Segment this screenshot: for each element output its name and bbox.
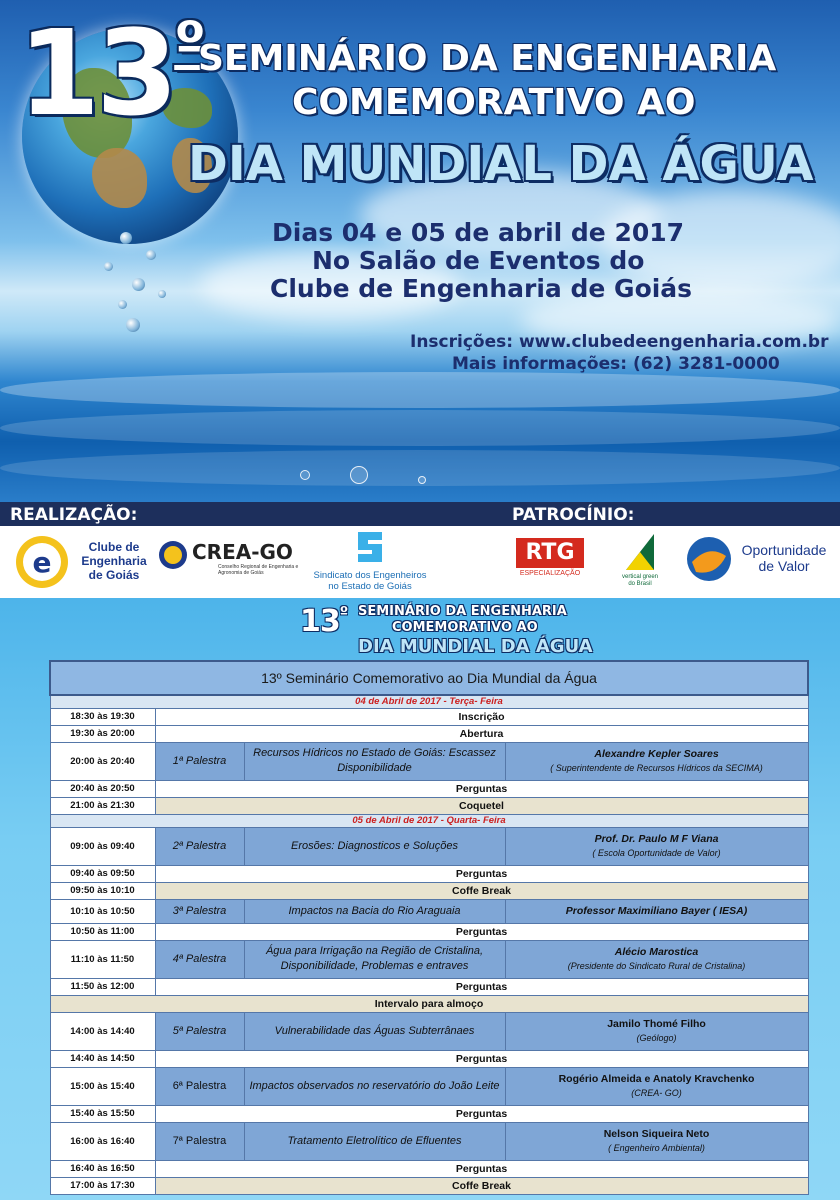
water-drop (126, 318, 140, 332)
row-time: 09:50 às 10:10 (50, 882, 155, 899)
sindicato-engenheiros-logo: Sindicato dos Engenheiros no Estado de Goiás (310, 528, 430, 594)
talk-topic: Erosões: Diagnosticos e Soluções (244, 827, 505, 865)
water-drop (120, 232, 132, 244)
speaker-name: Alécio Marostica (614, 946, 699, 958)
row-activity: Perguntas (155, 923, 808, 940)
oportunidade-valor-logo: Oportunidade de Valor (686, 536, 832, 586)
talk-topic: Água para Irrigação na Região de Cristalina, Disponibilidade, Problemas e entraves (244, 940, 505, 978)
talk-topic: Impactos observados no reservatório do João Leite (244, 1067, 505, 1105)
speaker-role: ( Engenheiro Ambiental) (608, 1143, 705, 1153)
clube-e-icon (14, 534, 70, 590)
row-activity: Perguntas (155, 1105, 808, 1122)
event-venue-line2: Clube de Engenharia de Goiás (270, 274, 693, 303)
row-activity: Perguntas (155, 865, 808, 882)
vertical-leaf-icon (624, 532, 656, 572)
talk-speaker (505, 1012, 808, 1050)
event-title-line1: SEMINÁRIO DA ENGENHARIA (198, 38, 777, 79)
sponsor-logos (0, 526, 840, 598)
small-title-line1: SEMINÁRIO DA ENGENHARIA (358, 604, 567, 619)
row-time: 20:00 às 20:40 (50, 742, 155, 780)
water-drop (104, 262, 113, 271)
row-time: 16:40 às 16:50 (50, 1160, 155, 1177)
row-activity: Abertura (155, 725, 808, 742)
speaker-role: (CREA- GO) (631, 1088, 682, 1098)
small-title-line2: COMEMORATIVO AO (392, 620, 538, 635)
water-bubble (350, 466, 368, 484)
row-time: 11:50 às 12:00 (50, 978, 155, 995)
table-row (50, 1067, 808, 1105)
talk-topic: Vulnerabilidade das Águas Subterrânaes (244, 1012, 505, 1050)
talk-speaker (505, 827, 808, 865)
small-title-line3: DIA MUNDIAL DA ÁGUA (358, 636, 593, 657)
water-wave (0, 372, 840, 408)
talk-number: 3ª Palestra (155, 899, 244, 923)
speaker-name: Professor Maximiliano Bayer ( IESA) (565, 905, 748, 917)
table-row (50, 940, 808, 978)
row-time: 21:00 às 21:30 (50, 797, 155, 814)
event-venue-line1: No Salão de Eventos do (312, 246, 645, 275)
talk-speaker (505, 899, 808, 923)
water-drop (146, 250, 156, 260)
row-time: 19:30 às 20:00 (50, 725, 155, 742)
water-wave (0, 410, 840, 446)
speaker-name: Alexandre Kepler Soares (594, 748, 719, 760)
talk-number: 4ª Palestra (155, 940, 244, 978)
talk-number: 5ª Palestra (155, 1012, 244, 1050)
row-activity: Coquetel (155, 797, 808, 814)
table-row (50, 923, 808, 940)
row-activity: Perguntas (155, 780, 808, 797)
talk-number: 2ª Palestra (155, 827, 244, 865)
table-row (50, 1050, 808, 1067)
row-activity: Inscrição (155, 708, 808, 725)
table-row (50, 882, 808, 899)
water-bubble (300, 470, 310, 480)
event-title-line2: COMEMORATIVO AO (292, 82, 696, 123)
row-time: 10:10 às 10:50 (50, 899, 155, 923)
row-activity: Coffe Break (155, 882, 808, 899)
edition-number: $13^º$ (18, 4, 206, 142)
row-activity: Coffe Break (155, 1177, 808, 1194)
table-row (50, 1105, 808, 1122)
speaker-name: Rogério Almeida e Anatoly Kravchenko (558, 1073, 755, 1085)
table-row (50, 708, 808, 725)
realizacao-label: REALIZAÇÃO: (10, 505, 138, 525)
rtg-logo: RTG ESPECIALIZAÇÃO (516, 538, 584, 582)
water-drop (132, 278, 145, 291)
table-row (50, 1160, 808, 1177)
svg-text:e: e (32, 546, 52, 579)
table-row (50, 899, 808, 923)
speaker-role: (Presidente do Sindicato Rural de Cristalina) (567, 961, 746, 971)
vertical-green-logo: vertical green do Brasil (620, 532, 660, 592)
crea-go-logo: CREA-GO Conselho Regional de Engenharia e Agronomia de Goiás (158, 538, 314, 586)
talk-number: 7ª Palestra (155, 1122, 244, 1160)
table-row (50, 1122, 808, 1160)
schedule-header: 13º Seminário Comemorativo ao Dia Mundial da Água (50, 661, 808, 695)
table-row (50, 1012, 808, 1050)
speaker-role: ( Superintendente de Recursos Hídricos da SECIMA) (550, 763, 763, 773)
table-row (50, 1177, 808, 1194)
schedule-table (49, 660, 809, 1195)
talk-topic: Impactos na Bacia do Rio Araguaia (244, 899, 505, 923)
sindicato-icon (350, 528, 390, 566)
registration-info: Inscrições: www.clubedeengenharia.com.br (410, 332, 829, 352)
talk-speaker (505, 742, 808, 780)
oportunidade-icon (686, 536, 732, 582)
table-row (50, 742, 808, 780)
talk-speaker (505, 1067, 808, 1105)
row-time: 09:40 às 09:50 (50, 865, 155, 882)
talk-number: 1ª Palestra (155, 742, 244, 780)
row-time: 10:50 às 11:00 (50, 923, 155, 940)
contact-info: Mais informações: (62) 3281-0000 (452, 354, 780, 374)
talk-speaker (505, 1122, 808, 1160)
speaker-role: (Geólogo) (636, 1033, 677, 1043)
table-row (50, 780, 808, 797)
clube-engenharia-logo: e Clube de Engenharia de Goiás (14, 532, 154, 592)
water-drop (118, 300, 127, 309)
table-row (50, 978, 808, 995)
event-title-line3: DIA MUNDIAL DA ÁGUA (188, 136, 814, 192)
speaker-name: Prof. Dr. Paulo M F Viana (594, 833, 719, 845)
event-dates: Dias 04 e 05 de abril de 2017 (272, 218, 685, 247)
small-edition-number: $13^º$ (300, 603, 348, 639)
table-row (50, 995, 808, 1012)
row-activity: Intervalo para almoço (50, 995, 808, 1012)
crea-emblem-icon (158, 540, 188, 570)
row-time: 14:40 às 14:50 (50, 1050, 155, 1067)
row-time: 17:00 às 17:30 (50, 1177, 155, 1194)
row-activity: Perguntas (155, 978, 808, 995)
sponsor-header-bar (0, 502, 840, 526)
speaker-name: Nelson Siqueira Neto (603, 1128, 710, 1140)
water-bubble (418, 476, 426, 484)
table-row (50, 827, 808, 865)
speaker-name: Jamilo Thomé Filho (607, 1018, 706, 1030)
row-time: 16:00 às 16:40 (50, 1122, 155, 1160)
row-time: 15:40 às 15:50 (50, 1105, 155, 1122)
row-time: 09:00 às 09:40 (50, 827, 155, 865)
table-row (50, 797, 808, 814)
row-time: 20:40 às 20:50 (50, 780, 155, 797)
talk-speaker (505, 940, 808, 978)
row-time: 18:30 às 19:30 (50, 708, 155, 725)
talk-topic: Recursos Hídricos no Estado de Goiás: Escassez Disponibilidade (244, 742, 505, 780)
patrocinio-label: PATROCÍNIO: (512, 505, 635, 525)
row-activity: Perguntas (155, 1050, 808, 1067)
talk-topic: Tratamento Eletrolítico de Efluentes (244, 1122, 505, 1160)
row-activity: Perguntas (155, 1160, 808, 1177)
row-time: 11:10 às 11:50 (50, 940, 155, 978)
speaker-role: ( Escola Oportunidade de Valor) (592, 848, 721, 858)
table-row (50, 725, 808, 742)
row-time: 14:00 às 14:40 (50, 1012, 155, 1050)
day1-date-row: 04 de Abril de 2017 - Terça- Feira (50, 695, 808, 708)
water-drop (158, 290, 166, 298)
event-banner (0, 0, 840, 502)
talk-number: 6ª Palestra (155, 1067, 244, 1105)
table-row (50, 865, 808, 882)
day2-date-row: 05 de Abril de 2017 - Quarta- Feira (50, 814, 808, 827)
row-time: 15:00 às 15:40 (50, 1067, 155, 1105)
